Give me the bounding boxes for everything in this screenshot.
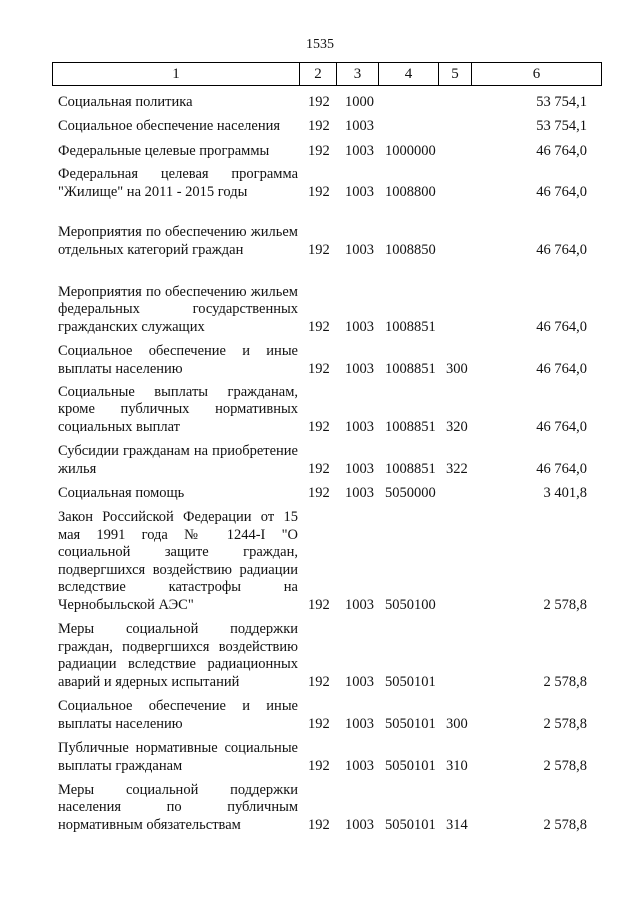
row-col-3: 1003 — [345, 715, 374, 732]
row-name: Социальное обеспечение и иные выплаты населению — [58, 698, 298, 732]
row-col-3: 1003 — [345, 183, 374, 200]
row-col-2: 192 — [308, 93, 330, 110]
row-col-4: 1008851 — [385, 360, 436, 377]
row-col-2: 192 — [308, 596, 330, 613]
row-col-2: 192 — [308, 241, 330, 258]
row-col-3: 1003 — [345, 241, 374, 258]
header-col-3: 3 — [337, 63, 379, 86]
row-name: Субсидии гражданам на приобретение жилья — [58, 443, 298, 477]
row-col-2: 192 — [308, 715, 330, 732]
row-col-3: 1003 — [345, 142, 374, 159]
row-col-2: 192 — [308, 418, 330, 435]
row-col-5: 300 — [446, 715, 468, 732]
row-col-6: 46 764,0 — [536, 241, 587, 258]
header-col-4: 4 — [379, 63, 439, 86]
row-name: Федеральные целевые программы — [58, 142, 270, 159]
row-col-5: 310 — [446, 757, 468, 774]
row-col-3: 1003 — [345, 816, 374, 833]
row-name: Социальные выплаты гражданам, кроме публичных нормативных социальных выплат — [58, 383, 298, 435]
table-row — [0, 206, 640, 259]
row-col-2: 192 — [308, 757, 330, 774]
row-col-4: 5050101 — [385, 673, 436, 690]
row-col-6: 53 754,1 — [536, 93, 587, 110]
row-col-6: 46 764,0 — [536, 142, 587, 159]
row-col-6: 2 578,8 — [543, 596, 587, 613]
table-row — [0, 739, 640, 775]
row-col-4: 5050101 — [385, 715, 436, 732]
row-col-2: 192 — [308, 484, 330, 501]
row-col-2: 192 — [308, 183, 330, 200]
row-col-3: 1003 — [345, 117, 374, 134]
table-row — [0, 165, 640, 201]
table-row — [0, 484, 640, 502]
row-name: Социальное обеспечение и иные выплаты населению — [58, 343, 298, 377]
table-row — [0, 342, 640, 378]
table-row — [0, 93, 640, 111]
row-col-6: 46 764,0 — [536, 418, 587, 435]
row-col-2: 192 — [308, 816, 330, 833]
row-name: Социальное обеспечение населения — [58, 117, 281, 134]
row-col-4: 5050000 — [385, 484, 436, 501]
table-header — [52, 62, 602, 86]
row-name: Социальная политика — [58, 93, 193, 110]
row-col-2: 192 — [308, 318, 330, 335]
row-col-4: 1008851 — [385, 460, 436, 477]
row-col-4: 5050100 — [385, 596, 436, 613]
table-row — [0, 620, 640, 691]
page-number: 1535 — [306, 37, 334, 52]
row-col-4: 1008851 — [385, 418, 436, 435]
row-col-3: 1003 — [345, 596, 374, 613]
row-name: Мероприятия по обеспечению жильем федеральных государственных гражданских служащих — [58, 283, 298, 335]
row-col-6: 46 764,0 — [536, 460, 587, 477]
table-row — [0, 265, 640, 336]
row-col-2: 192 — [308, 360, 330, 377]
row-name: Закон Российской Федерации от 15 мая 1991 года № 1244-I "О социальной защите граждан, подвергшихся воздействию радиации вследствие катастрофы на Чернобыльской АЭС" — [58, 509, 298, 613]
row-col-6: 2 578,8 — [543, 757, 587, 774]
row-col-3: 1003 — [345, 460, 374, 477]
row-col-4: 1008800 — [385, 183, 436, 200]
row-col-5: 314 — [446, 816, 468, 833]
row-name: Социальная помощь — [58, 484, 185, 501]
row-col-4: 1008851 — [385, 318, 436, 335]
row-col-3: 1003 — [345, 673, 374, 690]
row-col-4: 5050101 — [385, 816, 436, 833]
table-row — [0, 383, 640, 436]
row-col-6: 46 764,0 — [536, 360, 587, 377]
row-name: Меры социальной поддержки граждан, подвергшихся воздействию радиации вследствие радиационных аварий и ядерных испытаний — [58, 621, 298, 690]
row-col-4: 1000000 — [385, 142, 436, 159]
table-row — [0, 142, 640, 160]
row-col-2: 192 — [308, 460, 330, 477]
row-name: Федеральная целевая программа "Жилище" на 2011 - 2015 годы — [58, 166, 298, 200]
row-col-3: 1000 — [345, 93, 374, 110]
row-col-2: 192 — [308, 673, 330, 690]
row-col-3: 1003 — [345, 360, 374, 377]
row-col-6: 46 764,0 — [536, 318, 587, 335]
row-name: Публичные нормативные социальные выплаты гражданам — [58, 740, 298, 774]
table-row — [0, 117, 640, 135]
table-row — [0, 781, 640, 834]
table-row — [0, 442, 640, 478]
row-col-6: 46 764,0 — [536, 183, 587, 200]
row-col-5: 320 — [446, 418, 468, 435]
table-row — [0, 508, 640, 614]
row-col-2: 192 — [308, 142, 330, 159]
row-name: Мероприятия по обеспечению жильем отдельных категорий граждан — [58, 224, 298, 258]
row-col-6: 2 578,8 — [543, 715, 587, 732]
row-col-5: 300 — [446, 360, 468, 377]
row-name: Меры социальной поддержки населения по публичным нормативным обязательствам — [58, 781, 298, 833]
row-col-3: 1003 — [345, 484, 374, 501]
row-col-4: 5050101 — [385, 757, 436, 774]
row-col-5: 322 — [446, 460, 468, 477]
header-col-1: 1 — [53, 63, 300, 86]
row-col-2: 192 — [308, 117, 330, 134]
row-col-3: 1003 — [345, 318, 374, 335]
row-col-3: 1003 — [345, 418, 374, 435]
row-col-6: 2 578,8 — [543, 673, 587, 690]
table-row — [0, 697, 640, 733]
header-col-5: 5 — [439, 63, 472, 86]
header-col-6: 6 — [472, 63, 602, 86]
row-col-6: 53 754,1 — [536, 117, 587, 134]
header-col-2: 2 — [300, 63, 337, 86]
row-col-6: 2 578,8 — [543, 816, 587, 833]
row-col-4: 1008850 — [385, 241, 436, 258]
row-col-6: 3 401,8 — [543, 484, 587, 501]
row-col-3: 1003 — [345, 757, 374, 774]
